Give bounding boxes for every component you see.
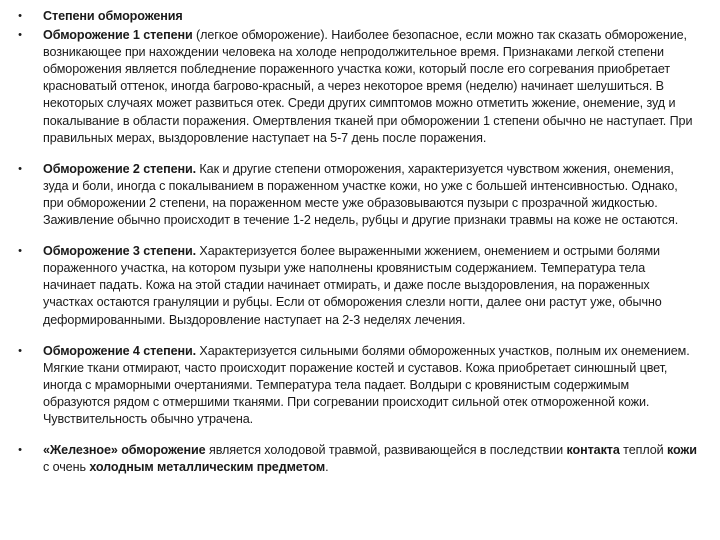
frostbite-degree-4-paragraph [14, 343, 698, 428]
bold-text: Степени обморожения [43, 9, 183, 23]
body-text: (легкое обморожение). Наиболее безопасное, если можно так сказать обморожение, возникающее при нахождении человека на холоде непродолжительное время. Признаками легкой степени обморожения является побледнение пораженного участка кожи, который после его согревания приобретает красноватый оттенок, иногда багрово-красный, а через некоторое время (неделю) начинает шелушиться. В некоторых случаях может развиться отек. Среди других симптомов можно отметить жжение, онемение, зуд и покалывание в области поражения. Омертвления тканей при обморожении 1 степени обычно не наступает. При правильных мерах, выздоровление наступает на 5-7 день после поражения. [43, 28, 693, 145]
frostbite-degree-2-paragraph [14, 161, 698, 229]
bold-text: контакта [566, 443, 620, 458]
bold-text: Обморожение 4 степени. [43, 343, 197, 358]
bullet-list [14, 8, 698, 476]
body-text: Как и другие степени отморожения, характеризуется чувством жжения, онемения, зуда и боли, иногда с покалыванием в пораженном участке кожи, но уже с большей интенсивностью. Однако, при обморожении 2 степени, на пораженном месте уже образовываются пузыри с прозрачной жидкостью. Заживление обычно происходит в течение 1-2 недель, рубцы и другие признаки травмы на коже не остаются. [43, 161, 679, 228]
iron-frostbite-paragraph [14, 442, 698, 476]
bold-text: Обморожение 3 степени. [43, 244, 197, 259]
bold-text: кожи [666, 443, 697, 458]
bold-text: Обморожение 1 степени [43, 28, 193, 43]
body-text: Характеризуется сильными болями обмороженных участков, полным их онемением. Мягкие ткани отмирают, часто происходит поражение костей и суставов. Кожа приобретает синюшный цвет, иногда с мраморными очертаниями. Температура тела падает. Волдыри с кровянистым содержимым образуются рядом с отмершими тканями. При согревании происходит сильной отек отмороженной кожи. Чувствительность обычно утрачена. [43, 343, 690, 426]
body-text: теплой [619, 443, 667, 458]
bullet-marker: • [18, 162, 22, 175]
bold-text: «Железное» обморожение [43, 443, 206, 458]
body-text: является холодовой травмой, развивающейся в последствии [205, 443, 567, 458]
body-text: Характеризуется более выраженными жжением, онемением и острыми болями пораженного участка, на котором пузыри уже наполнены кровянистым содержанием. Температура тела начинает падать. Кожа на этой стадии начинает отмирать, и даже после выздоровления, на пораженных участках остаются грануляции и рубцы. Если от обморожения слезли ногти, далее они растут уже, обычно деформированными. Выздоровление наступает на 2-3 неделях лечения. [43, 244, 662, 327]
bullet-marker: • [18, 29, 22, 42]
bullet-marker: • [18, 245, 22, 258]
body-text: . [325, 460, 329, 475]
bold-text: Обморожение 2 степени. [43, 161, 197, 176]
bullet-marker: • [18, 10, 22, 22]
frostbite-degree-3-paragraph [14, 243, 698, 328]
frostbite-degrees-heading [14, 8, 698, 25]
bold-text: холодным металлическим предметом [89, 460, 326, 475]
bullet-marker: • [18, 444, 22, 457]
frostbite-degree-1-paragraph [14, 27, 698, 147]
bullet-marker: • [18, 344, 22, 357]
body-text: с очень [43, 460, 90, 475]
